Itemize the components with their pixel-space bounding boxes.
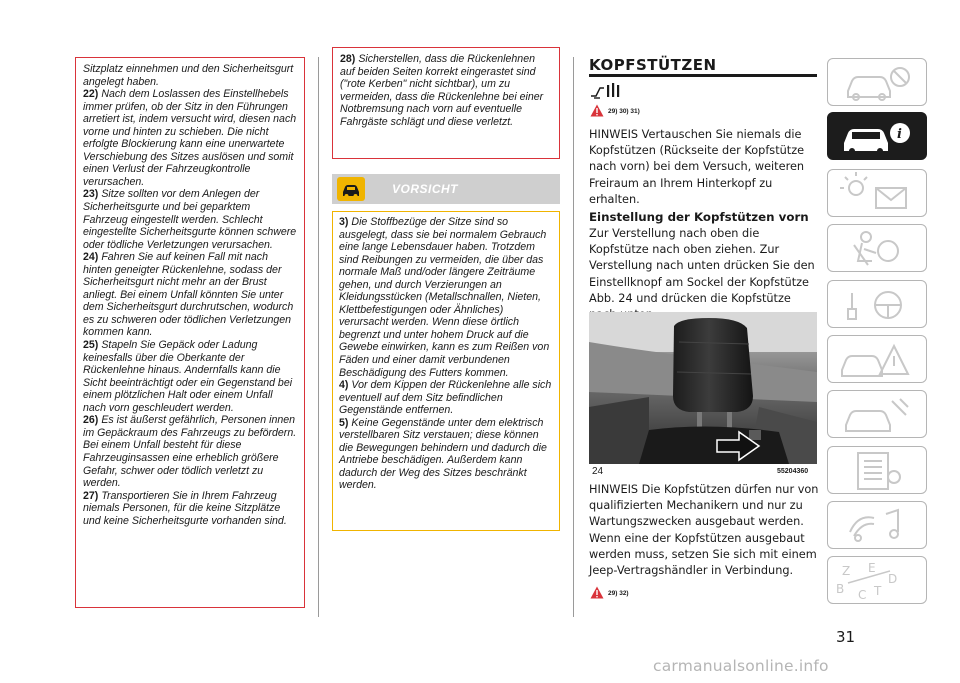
- paragraph-adjustment: Zur Verstellung nach oben die Kopfstütze nach oben ziehen. Zur Verstellung nach unten drücken Sie den Einstellknopf am Sockel der Kopfstütze Abb. 24 und drücken die Kopfstütze: [589, 227, 815, 305]
- warning-text: Nach dem Loslassen des Einstellhebels immer prüfen, ob der Sitz in den Führungen arretiert ist, indem versucht wird, diesen nach vorne und hinten zu schieben. Die nicht erfolgte Blockierung kann eine unerwartete Verschiebung des Sitzes auslösen und somit einen Verlust der Fahrzeugkontrolle verursachen.: [83, 88, 297, 188]
- warning-text: Transportieren Sie in Ihrem Fahrzeug niemals Personen, für die keine Sitzplätze und keine Sicherheitsgurte vorhanden sind.: [83, 489, 287, 527]
- index-letters-icon: [828, 557, 927, 604]
- svg-text:i: i: [897, 127, 902, 142]
- tab-dashboard[interactable]: [827, 58, 927, 106]
- tab-service[interactable]: [827, 390, 927, 438]
- svg-text:E: E: [868, 561, 876, 575]
- caution-label: VORSICHT: [392, 182, 459, 196]
- svg-text:B: B: [836, 582, 845, 596]
- airbag-person-icon: [828, 225, 927, 272]
- reference-numbers: 29) 32): [608, 590, 629, 597]
- paragraph-note-2: HINWEIS Die Kopfstützen dürfen nur von qualifizierten Mechanikern und nur zu Wartungszwecken ausgebaut werden. Wenn eine der Kopfstützen ausgebaut werden muss, setzen Sie sich mit einem Jeep-Vertragshändler in Verbindung.: [589, 483, 819, 578]
- warning-triangle-icon: [590, 586, 604, 599]
- page-number: 31: [836, 628, 856, 646]
- multimedia-icon: [828, 502, 927, 549]
- headrest-photo-drawing: [589, 312, 817, 464]
- caution-text: Die Stoffbezüge der Sitze sind so ausgelegt, dass sie bei normalem Gebrauch eine lange Lebensdauer haben. Trotzdem sind Reibungen zu vermeiden, die über das normale Maß und/oder längere Zeiträume gehen, und durch Verzierungen an Kleidungsstücken (Metallschnallen, Nieten, Klettbefestigungen oder Ähnliches) verursacht werden. Wenn diese örtlich begrenzt und unter hohem Druck auf die Gewebe einwirken, kann es zum Reißen von Fäden und einer damit verbundenen Beschädigung des Futters kommen.: [339, 216, 550, 379]
- svg-text:Z: Z: [842, 564, 851, 578]
- warning-item: [83, 490, 297, 528]
- warning-item: [83, 188, 297, 251]
- figure-number: 24: [592, 466, 604, 477]
- caution-num: 4): [339, 379, 349, 392]
- warning-item: [83, 88, 297, 188]
- tab-multimedia[interactable]: [827, 501, 927, 549]
- warning-item: [83, 251, 297, 339]
- paragraph-note-1: HINWEIS Vertauschen Sie niemals die Kopfstützen (Rückseite der Kopfstütze nach vorn) bei dem Versuch, weiteren Freiraum an Ihrem Hinterkopf zu erhalten.: [589, 128, 805, 206]
- tab-driving[interactable]: [827, 280, 927, 328]
- warning-box-col1: [75, 57, 305, 608]
- warning-num: 24): [83, 251, 99, 264]
- tab-car-info[interactable]: [827, 112, 927, 160]
- caution-box: [332, 211, 560, 531]
- watermark: carmanualsonline.info: [653, 657, 829, 675]
- specs-list-icon: [828, 447, 927, 494]
- warning-num: 22): [83, 88, 99, 101]
- warning-item: [83, 414, 297, 489]
- warning-text: Es ist äußerst gefährlich, Personen innen im Gepäckraum des Fahrzeugs zu befördern. Bei einem Unfall besteht für diese Fahrzeuginsassen eine erheblich größere Gefahr, schwer oder tödlich verletzt zu werden.: [83, 414, 297, 490]
- warning-intro: Sitzplatz einnehmen und den Sicherheitsgurt angelegt haben.: [83, 63, 294, 88]
- warning-num: 28): [340, 53, 356, 65]
- warning-text: Sitze sollten vor dem Anlegen der Sicherheitsgurte und bei geparktem Fahrzeug eingestellt werden. Schlecht eingestellte Sicherheitsgurte können schwere oder tödliche Verletzungen verursachen.: [83, 188, 297, 251]
- caution-item: [339, 379, 553, 417]
- caution-num: 3): [339, 216, 349, 228]
- dashboard-car-icon: [828, 59, 927, 106]
- svg-text:T: T: [874, 584, 882, 598]
- warning-num: 25): [83, 339, 99, 352]
- headrest-symbol-icon: [590, 82, 622, 100]
- column-divider: [318, 57, 319, 617]
- car-info-icon: [828, 113, 927, 160]
- warning-num: 27): [83, 489, 99, 502]
- reference-numbers: 29) 30) 31): [608, 108, 640, 115]
- warning-item: [83, 339, 297, 414]
- tab-safety[interactable]: [827, 224, 927, 272]
- tab-lights-messages[interactable]: [827, 169, 927, 217]
- warning-num: 26): [83, 414, 99, 427]
- caution-num: 5): [339, 416, 349, 429]
- warning-text: Fahren Sie auf keinen Fall mit nach hinten geneigter Rückenlehne, sodass der Sicherheitsgurt nicht mehr an der Brust anliegt. Bei einem Unfall könnten Sie unter dem Sicherheitsgurt durchrutschen, wodurch es zu schweren oder tödlichen Verletzungen kommen kann.: [83, 251, 294, 339]
- section-title: KOPFSTÜTZEN: [589, 56, 717, 74]
- wrench-car-icon: [828, 391, 927, 438]
- subheading: Einstellung der Kopfstützen vorn: [589, 210, 809, 224]
- warning-item: [340, 53, 552, 128]
- svg-text:C: C: [858, 588, 867, 602]
- lights-mail-icon: [828, 170, 927, 217]
- tab-index[interactable]: [827, 556, 927, 604]
- warning-num: 23): [83, 188, 99, 201]
- caution-item: [339, 216, 553, 379]
- warning-text: Stapeln Sie Gepäck oder Ladung keinesfalls über die Oberkante der Rückenlehne hinaus. Andernfalls kann die Sicht beeinträchtigt oder ein Gegenstand bei einem plötzlichen Halt oder einem Unfall nach vorn geschleudert werden.: [83, 339, 293, 414]
- svg-text:D: D: [888, 572, 898, 586]
- tab-specs[interactable]: [827, 446, 927, 494]
- warning-text: Sicherstellen, dass die Rückenlehnen auf beiden Seiten korrekt eingerastet sind ("rote Kerben" nicht sichtbar), um zu vermeiden, dass die Rückenlehne bei einer Notbremsung nach vorn auf eventuelle Fahrgäste schlägt und diese verletzt.: [340, 53, 544, 128]
- caution-text: Keine Gegenstände unter dem elektrisch verstellbaren Sitz verstauen; diese können die Bewegungen behindern und dadurch die Antriebe beschädigen. Außerdem kann dadurch der Weg des Sitzes beschränkt werden.: [339, 416, 547, 492]
- warning-triangle-icon: [590, 104, 604, 117]
- caution-text: Vor dem Kippen der Rückenlehne alle sich eventuell auf dem Sitz befindlichen Gegenstände entfernen.: [339, 379, 552, 417]
- figure-code: 55204360: [777, 468, 809, 475]
- steering-wheel-icon: [828, 281, 927, 328]
- column-divider: [573, 57, 574, 617]
- title-rule: [589, 74, 817, 77]
- car-warning-icon: [828, 336, 927, 383]
- tab-emergency[interactable]: [827, 335, 927, 383]
- headrest-photo: [589, 312, 817, 464]
- car-caution-icon: [337, 177, 365, 201]
- caution-item: [339, 417, 553, 492]
- warning-box-col2: [332, 47, 560, 159]
